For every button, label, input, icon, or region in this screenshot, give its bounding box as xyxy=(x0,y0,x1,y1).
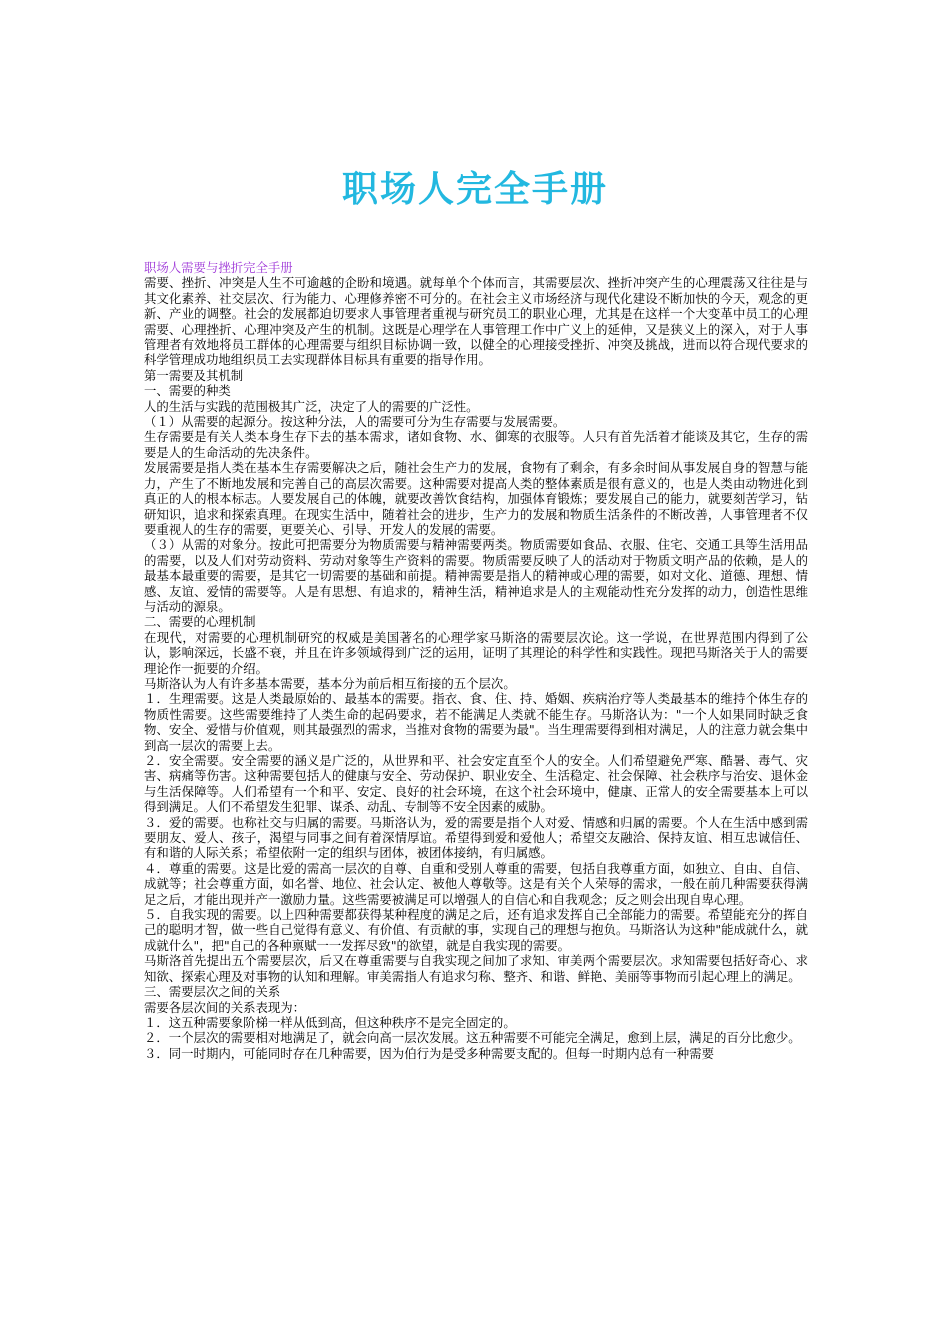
paragraph: ２．一个层次的需要相对地满足了，就会向高一层次发展。这五种需要不可能完全满足，愈到上层，满足的百分比愈少。 xyxy=(144,1030,801,1046)
document-subtitle: 职场人需要与挫折完全手册 xyxy=(144,260,293,275)
paragraph: 需要、挫折、冲突是人生不可逾越的企盼和境遇。就每单个个体而言，其需要层次、挫折冲突产生的心理震荡又往往是与其文化素养、社交层次、行为能力、心理修养密不可分的。在社会主义市场经济与现代化建设不断加快的今天，观念的更新、产业的调整。社会的发展都迫切要求人事管理者重视与研究员工的职业心理，尤其是在这样一个大变革中员工的心理需要、心理挫折、心理冲突及产生的机制。这既是心理学在人事管理工作中广义上的延伸，又是狭义上的深入，对于人事管理者有效地将员工群体的心理需要与组织目标协调一致，以健全的心理接受挫折、冲突及挑战，进而以符合现代要求的科学管理成功地组织员工去实现群体目标具有重要的指导作用。 xyxy=(144,275,808,368)
paragraph: ５．自我实现的需要。以上四种需要都获得某种程度的满足之后，还有追求发挥自己全部能力的需要。希望能充分的挥自己的聪明才智，做一些自己觉得有意义、有价值、有贡献的事，实现自己的理想与抱负。马斯洛认为这种"能成就什么，就成就什么"，把"自己的各种禀赋一一发挥尽致"的欲望，就是自我实现的需要。 xyxy=(144,907,808,953)
document-body xyxy=(144,260,808,1061)
paragraph: ３．爱的需要。也称社交与归属的需要。马斯洛认为，爱的需要是指个人对爱、情感和归属的需要。个人在生活中感到需要朋友、爱人、孩子，渴望与同事之间有着深情厚谊。希望得到爱和爱他人；希望交友融洽、保持友谊、相互忠诚信任、有和谐的人际关系；希望依附一定的组织与团体，被团体接纳，有归属感。 xyxy=(144,814,808,861)
paragraph: 需要各层次间的关系表现为： xyxy=(144,999,306,1015)
paragraph: ４．尊重的需要。这是比爱的需高一层次的自尊、自重和受别人尊重的需要，包括自我尊重方面，如独立、自由、自信、成就等；社会尊重方面，如名誉、地位、社会认定、被他人尊敬等。这是有关个人荣辱的需求，一般在前几种需要获得满足之后，才能出现并产一激励力量。这些需要被满足可以增强人的自信心和自我观念；反之则会出现自卑心理。 xyxy=(144,860,808,907)
paragraph: ３．同一时期内，可能同时存在几种需要，因为伯行为是受多种需要支配的。但每一时期内总有一种需要 xyxy=(144,1045,714,1061)
paragraph: 马斯洛首先提出五个需要层次，后又在尊重需要与自我实现之间加了求知、审美两个需要层次。求知需要包括好奇心、求知欲、探索心理及对事物的认知和理解。审美需指人有追求匀称、整齐、和谐、鲜艳、美丽等事物而引起心理上的满足。 xyxy=(144,953,808,984)
paragraph: （３）从需的对象分。按此可把需要分为物质需要与精神需要两类。物质需要如食品、衣服、住宅、交通工具等生活用品的需要，以及人们对劳动资料、劳动对象等生产资料的需要。物质需要反映了人的活动对于物质文明产品的依赖，是人的最基本最重要的需要，是其它一切需要的基础和前提。精神需要是指人的精神或心理的需要，如对文化、道德、理想、情感、友谊、爱情的需要等。人是有思想、有追求的，精神生活，精神追求是人的主观能动性充分发挥的动力，创造性思维与活动的源泉。 xyxy=(144,537,808,614)
section-heading: 第一需要及其机制 xyxy=(144,367,244,383)
paragraph: 发展需要是指人类在基本生存需要解决之后，随社会生产力的发展，食物有了剩余，有多余时间从事发展自身的智慧与能力，产生了不断地发展和完善自己的高层次需要。这种需要对提高人类的整体素质是很有意义的，也是人类由动物进化到真正的人的根本标志。人要发展自己的体魄，就要改善饮食结构，加强体育锻炼；要发展自己的能力，就要刻苦学习，钻研知识，追求和探索真理。在现实生活中，随着社会的进步，生产力的发展和物质生活条件的不断改善，人事管理者不仅要重视人的生存的需要，更要关心、引导、开发人的发展的需要。 xyxy=(144,460,808,537)
paragraph: 马斯洛认为人有许多基本需要，基本分为前后相互衔接的五个层次。 xyxy=(144,675,516,691)
paragraph: （１）从需要的起源分。按这种分法，人的需要可分为生存需要与发展需要。 xyxy=(144,414,566,430)
paragraph: １．这五种需要象阶梯一样从低到高，但这种秩序不是完全固定的。 xyxy=(144,1014,516,1030)
paragraph: 人的生活与实践的范围极其广泛，决定了人的需要的广泛性。 xyxy=(144,398,479,414)
paragraph: ２．安全需要。安全需要的涵义是广泛的，从世界和平、社会安定直至个人的安全。人们希望避免严寒、酷暑、毒气、灾害、病痛等伤害。这种需要包括人的健康与安全、劳动保护、职业安全、生活稳定、社会保障、社会秩序与治安、退休金与生活保障等。人们希望有一个和平、安定、良好的社会环境，在这个社会环境中，健康、正常人的安全需要基本上可以得到满足。人们不希望发生犯罪、谋杀、动乱、专制等不安全因素的威胁。 xyxy=(144,753,808,815)
section-heading: 三、需要层次之间的关系 xyxy=(144,984,281,1000)
paragraph: 在现代，对需要的心理机制研究的权威是美国著名的心理学家马斯洛的需要层次论。这一学说，在世界范围内得到了公认，影响深远，长盛不衰，并且在许多领域得到广泛的运用，证明了其理论的科学性和实践性。现把马斯洛关于人的需要理论作一扼要的介绍。 xyxy=(144,629,808,676)
document-title: 职场人完全手册 xyxy=(341,169,608,210)
section-heading: 二、需要的心理机制 xyxy=(144,614,256,630)
paragraph: 生存需要是有关人类本身生存下去的基本需求，诸如食物、水、御寒的衣服等。人只有首先活着才能谈及其它，生存的需要是人的生命活动的先决条件。 xyxy=(144,429,808,460)
paragraph: １．生理需要。这是人类最原始的、最基本的需要。指衣、食、住、持、婚姻、疾病治疗等人类最基本的维持个体生存的物质性需要。这些需要维持了人类生命的起码要求，若不能满足人类就不能生存。马斯洛认为："一个人如果同时缺乏食物、安全、爱惜与价值观，则其最强烈的需求，当推对食物的需要为最"。当生理需要得到相对满足，人的注意力就会集中到高一层次的需要上去。 xyxy=(144,691,808,753)
section-heading: 一、需要的种类 xyxy=(144,383,231,399)
